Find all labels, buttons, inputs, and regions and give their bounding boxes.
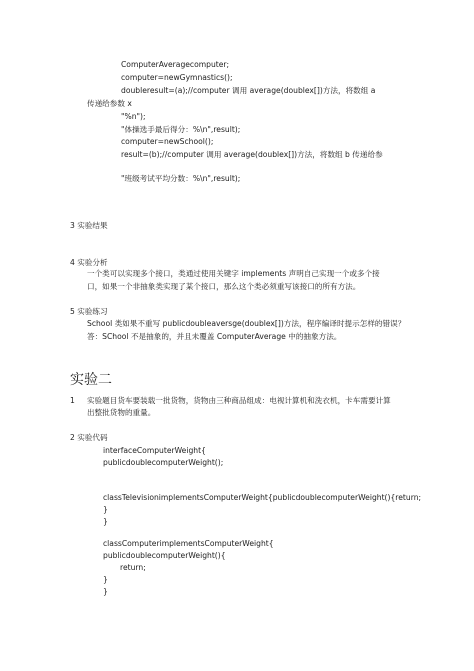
- code-line: computer=newGymnastics();: [121, 73, 233, 82]
- code-line: }: [103, 575, 108, 584]
- section-5-title: 5 实验练习: [70, 307, 108, 316]
- code-line: "体操选手最后得分：%\n",result);: [121, 125, 241, 134]
- section-2-title: 2 实验代码: [70, 433, 108, 442]
- code-line: result=(b);//computer 调用 average(doublex[])方法，将数组 b 传递给参: [121, 150, 383, 159]
- code-line: interfaceComputerWeight{: [103, 446, 206, 455]
- code-line: return;: [120, 563, 146, 572]
- code-line: ComputerAveragecomputer;: [121, 60, 230, 69]
- code-line: classComputerimplementsComputerWeight{: [103, 539, 274, 548]
- code-line: }: [103, 587, 108, 596]
- code-line: 传递给参数 x: [87, 99, 132, 108]
- code-line: "班级考试平均分数：%\n",result);: [121, 174, 241, 183]
- section-1-number: 1: [70, 396, 75, 405]
- section-3-title: 3 实验结果: [70, 221, 108, 230]
- section-4-title: 4 实验分析: [70, 258, 108, 267]
- code-line: computer=newSchool();: [121, 137, 214, 146]
- code-line: publicdoublecomputerWeight(){: [103, 551, 226, 560]
- section-1-paragraph-line: 实验题目货车要装载一批货物，货物由三种商品组成：电视计算机和洗衣机，卡车需要计算: [87, 396, 391, 405]
- code-line: }: [103, 505, 108, 514]
- section-4-paragraph-line: 一个类可以实现多个接口，类通过使用关键字 implements 声明自己实现一个或多个接: [87, 269, 380, 278]
- section-5-question: School 类如果不重写 publicdoubleaversge(doublex[])方法，程序编译时提示怎样的错误？: [87, 319, 406, 328]
- section-5-answer: 答：SChool 不是抽象的，并且未覆盖 ComputerAverage 中的抽象方法。: [87, 332, 342, 341]
- code-line: classTelevisionimplementsComputerWeight{publicdoublecomputerWeight(){return;: [103, 493, 422, 502]
- experiment-2-heading: 实验二: [70, 372, 112, 388]
- section-4-paragraph-line: 口，如果一个非抽象类实现了某个接口，那么这个类必须重写该接口的所有方法。: [87, 282, 361, 291]
- code-line: "%n");: [121, 112, 146, 121]
- code-line: publicdoublecomputerWeight();: [103, 458, 224, 467]
- code-line: }: [103, 517, 108, 526]
- code-line: doubleresult=(a);//computer 调用 average(doublex[])方法，将数组 a: [121, 86, 376, 95]
- section-1-paragraph-line: 出整批货物的重量。: [87, 408, 156, 417]
